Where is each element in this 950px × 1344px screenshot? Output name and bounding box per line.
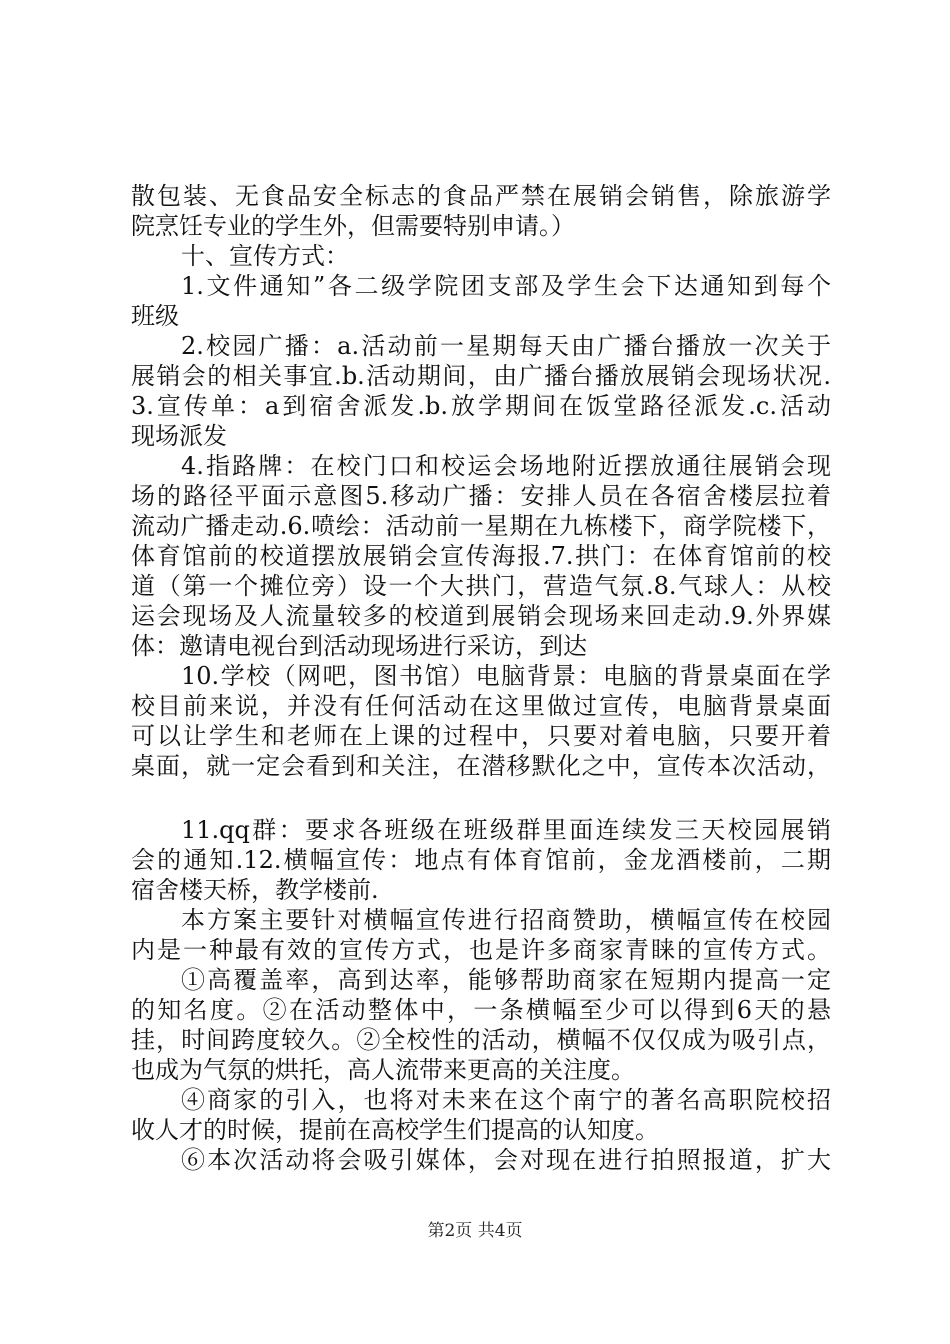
paragraph-line: 10.学校（网吧，图书馆）电脑背景：电脑的背景桌面在学 [181,662,831,690]
paragraph-line: 内是一种最有效的宣传方式，也是许多商家青睐的宣传方式。 [131,936,831,964]
paragraph-line: 展销会的相关事宜.b.活动期间，由广播台播放展销会现场状况. [131,362,831,390]
paragraph-line: 宿舍楼天桥，教学楼前. [131,876,379,904]
paragraph-line: 1.文件通知”各二级学院团支部及学生会下达通知到每个 [181,272,831,300]
paragraph-line: 3.宣传单：a到宿舍派发.b.放学期间在饭堂路径派发.c.活动 [131,392,831,420]
paragraph-line: 散包装、无食品安全标志的食品严禁在展销会销售，除旅游学 [131,182,831,210]
paragraph-line: 本方案主要针对横幅宣传进行招商赞助，横幅宣传在校园 [181,906,831,934]
paragraph-line: 院烹饪专业的学生外，但需要特别申请。） [131,212,575,240]
page-number-footer: 第2页 共4页 [427,1221,523,1241]
paragraph-line: 体育馆前的校道摆放展销会宣传海报.7.拱门：在体育馆前的校 [131,542,831,570]
paragraph-line: ⑥本次活动将会吸引媒体，会对现在进行拍照报道，扩大 [181,1146,831,1174]
paragraph-line: 2.校园广播：a.活动前一星期每天由广播台播放一次关于 [181,332,831,360]
paragraph-line: 运会现场及人流量较多的校道到展销会现场来回走动.9.外界媒 [131,602,831,630]
paragraph-line: 11.qq群：要求各班级在班级群里面连续发三天校园展销 [181,816,831,844]
paragraph-line: 现场派发 [131,422,227,450]
paragraph-line: 体：邀请电视台到活动现场进行采访，到达 [131,632,587,660]
paragraph-line: 流动广播走动.6.喷绘：活动前一星期在九栋楼下，商学院楼下， [131,512,831,540]
section-heading: 十、宣传方式： [181,242,349,270]
paragraph-line: 会的通知.12.横幅宣传：地点有体育馆前，金龙酒楼前，二期 [131,846,831,874]
paragraph-line: 道（第一个摊位旁）设一个大拱门，营造气氛.8.气球人：从校 [131,572,831,600]
paragraph-line: ①高覆盖率，高到达率，能够帮助商家在短期内提高一定 [181,966,831,994]
paragraph-line: 的知名度。②在活动整体中，一条横幅至少可以得到6天的悬 [131,996,831,1024]
paragraph-line: 也成为气氛的烘托，高人流带来更高的关注度。 [131,1056,635,1084]
paragraph-line: 挂，时间跨度较久。②全校性的活动，横幅不仅仅成为吸引点， [131,1026,831,1054]
paragraph-line: 可以让学生和老师在上课的过程中，只要对着电脑，只要开着 [131,722,831,750]
paragraph-line: 桌面，就一定会看到和关注，在潜移默化之中，宣传本次活动， [131,752,831,780]
paragraph-line: 场的路径平面示意图5.移动广播：安排人员在各宿舍楼层拉着 [131,482,831,510]
paragraph-line: 校目前来说，并没有任何活动在这里做过宣传，电脑背景桌面 [131,692,831,720]
paragraph-line: ④商家的引入，也将对未来在这个南宁的著名高职院校招 [181,1086,831,1114]
paragraph-line: 收人才的时候，提前在高校学生们提高的认知度。 [131,1116,659,1144]
paragraph-line: 班级 [131,302,179,330]
paragraph-line: 4.指路牌：在校门口和校运会场地附近摆放通往展销会现 [181,452,831,480]
